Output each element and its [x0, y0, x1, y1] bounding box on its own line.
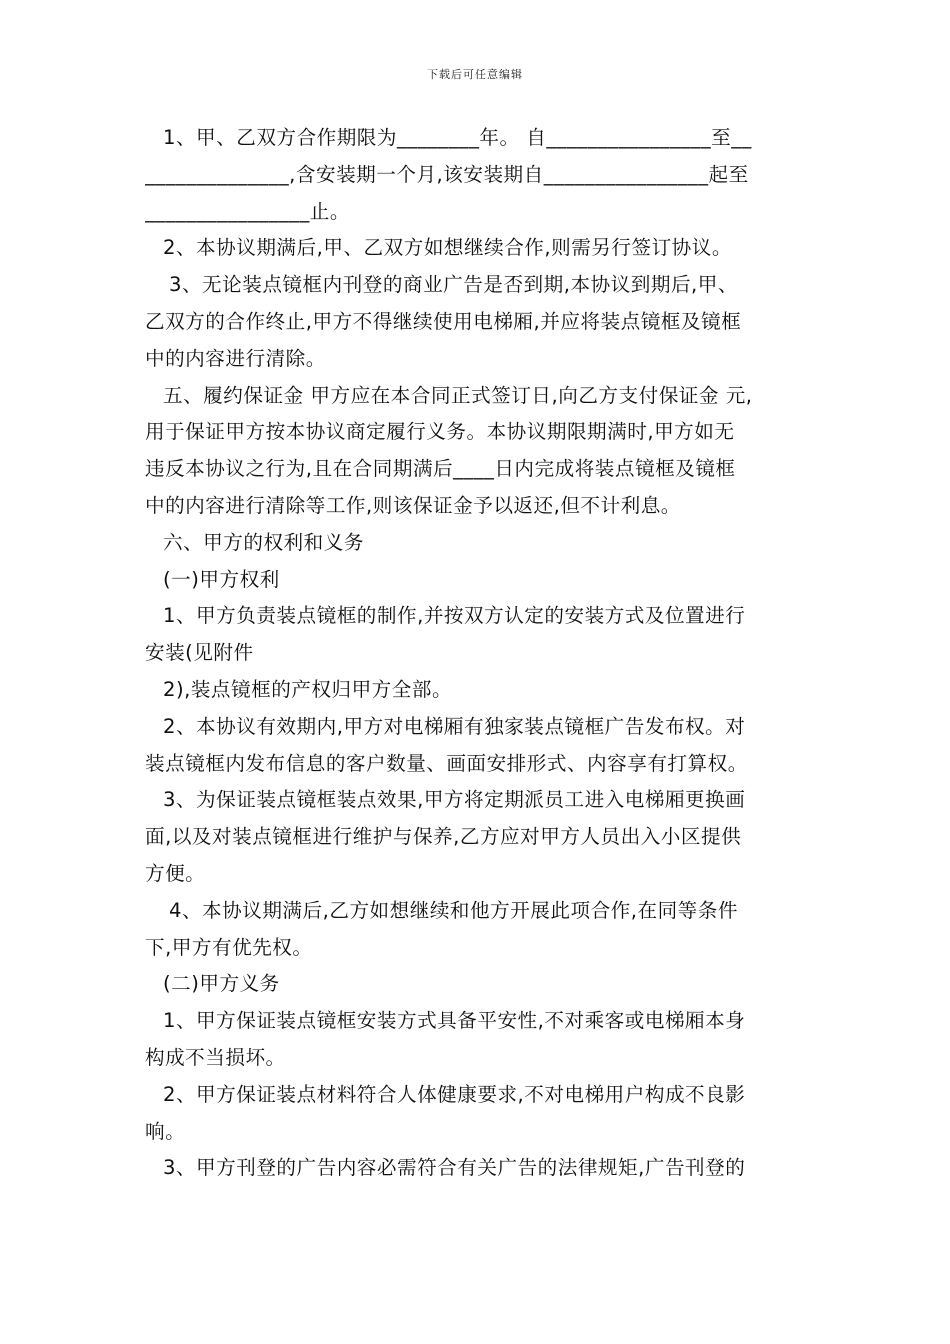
- paragraph-line: 中的内容进行清除。: [145, 346, 326, 370]
- paragraph-line: 2、本协议期满后,甲、乙双方如想继续合作,则需另行签订协议。: [163, 236, 732, 260]
- paragraph-line: 1、甲方负责装点镜框的制作,并按双方认定的安装方式及位置进行: [163, 604, 746, 628]
- document-body: [145, 120, 813, 1187]
- paragraph-line: 安装(见附件: [145, 641, 254, 665]
- paragraph-line: 3、无论装点镜框内刊登的商业广告是否到期,本协议到期后,甲、: [169, 273, 738, 297]
- paragraph-line: 用于保证甲方按本协议商定履行义务。本协议期限期满时,甲方如无: [145, 420, 735, 444]
- paragraph-line: 2、甲方保证装点材料符合人体健康要求,不对电梯用户构成不良影: [163, 1082, 746, 1106]
- paragraph-line: 构成不当损坏。: [145, 1045, 286, 1069]
- paragraph-line: ______________,含安装期一个月,该安装期自________________起至: [145, 162, 749, 186]
- paragraph-line: 2、本协议有效期内,甲方对电梯厢有独家装点镜框广告发布权。对: [163, 714, 746, 738]
- paragraph-line: 面,以及对装点镜框进行维护与保养,乙方应对甲方人员出入小区提供: [145, 825, 742, 849]
- paragraph-line: 方便。: [145, 861, 206, 885]
- paragraph-line: 装点镜框内发布信息的客户数量、画面安排形式、内容享有打算权。: [145, 751, 748, 775]
- paragraph-line: 响。: [145, 1119, 186, 1143]
- subsection-heading: (一)甲方权利: [163, 567, 280, 591]
- paragraph-line: 违反本协议之行为,且在合同期满后____日内完成将装点镜框及镜框: [145, 457, 736, 481]
- header-note: 下载后可任意编辑: [427, 68, 523, 81]
- paragraph-line: ________________止。: [145, 199, 350, 223]
- paragraph-line: 五、履约保证金 甲方应在本合同正式签订日,向乙方支付保证金 元,: [163, 383, 753, 407]
- paragraph-line: 中的内容进行清除等工作,则该保证金予以返还,但不计利息。: [145, 493, 681, 517]
- paragraph-line: 2),装点镜框的产权归甲方全部。: [163, 677, 453, 701]
- paragraph-line: 4、本协议期满后,乙方如想继续和他方开展此项合作,在同等条件: [169, 898, 738, 922]
- section-heading: 六、甲方的权利和义务: [163, 530, 364, 554]
- paragraph-line: 1、甲方保证装点镜框安装方式具备平安性,不对乘客或电梯厢本身: [163, 1009, 746, 1033]
- paragraph-line: 乙双方的合作终止,甲方不得继续使用电梯厢,并应将装点镜框及镜框: [145, 309, 742, 333]
- paragraph-line: 1、甲、乙双方合作期限为________年。 自________________至__: [163, 126, 752, 149]
- paragraph-line: 3、甲方刊登的广告内容必需符合有关广告的法律规矩,广告刊登的: [163, 1156, 746, 1180]
- paragraph-line: 3、为保证装点镜框装点效果,甲方将定期派员工进入电梯厢更换画: [163, 788, 746, 812]
- subsection-heading: (二)甲方义务: [163, 972, 280, 996]
- paragraph-line: 下,甲方有优先权。: [145, 935, 313, 959]
